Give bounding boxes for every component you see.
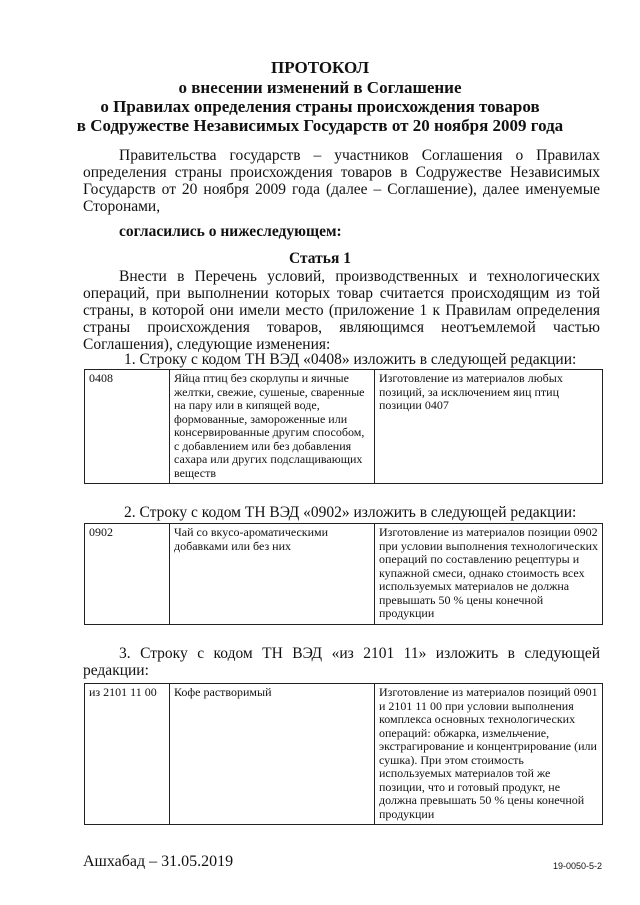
place-and-date: Ашхабад – 31.05.2019 [83,853,234,870]
product-description-cell: Чай со вкусо-ароматическими добавками или без них [170,524,375,625]
product-description-cell: Кофе растворимый [170,684,375,825]
amendment-item-2: 2. Строку с кодом ТН ВЭД «0902» изложить в следующей редакции: [124,504,577,521]
hs-code-cell: из 2101 11 00 [85,684,170,825]
origin-condition-cell: Изготовление из материалов позиций 0901 и 2101 11 00 при условии выполнения комплекса основных технологических операций: обжарка, измельчение, экстрагирование и концентрирование (или сушка). При этом стоимость используемых материалов той же позиции, что и готовый продукт, не должна превышать 50 % цены конечной продукции [375,684,603,825]
agreement-phrase: согласились о нижеследующем: [119,223,342,240]
table-row [85,684,603,825]
hs-code-cell: 0902 [85,524,170,625]
amendment-table-3 [84,683,603,825]
table-row [85,370,603,484]
amendment-item-3: 3. Строку с кодом ТН ВЭД «из 2101 11» изложить в следующей редакции: [83,645,600,679]
article-paragraph: Внести в Перечень условий, производственных и технологических операций, при выполнении которых товар считается происходящим из той страны, в которой они имели место (приложение 1 к Правилам определения страны происхождения товаров, являющимся неотъемлемой частью Соглашения), следующие изменения: [83,268,600,353]
intro-paragraph: Правительства государств – участников Соглашения о Правилах определения страны происхождения товаров в Содружестве Независимых Государств от 20 ноября 2009 года (далее – Соглашение), далее именуемые Сторонами, [83,147,600,215]
amendment-item-1: 1. Строку с кодом ТН ВЭД «0408» изложить в следующей редакции: [124,351,577,368]
amendment-table-2 [84,523,603,625]
document-subtitle-line-3: в Содружестве Независимых Государств от 20 ноября 2009 года [76,116,564,135]
table-row [85,524,603,625]
hs-code-cell: 0408 [85,370,170,484]
origin-condition-cell: Изготовление из материалов любых позиций, за исключением яиц птиц позиции 0407 [375,370,603,484]
document-title: ПРОТОКОЛ [270,58,369,77]
amendment-table-1 [84,369,603,484]
document-subtitle-line-2: о Правилах определения страны происхождения товаров [100,97,540,116]
product-description-cell: Яйца птиц без скорлупы и яичные желтки, свежие, сушеные, сваренные на пару или в кипящей воде, формованные, замороженные или консервированные другим способом, с добавлением или без добавления сахара или других подслащивающих веществ [170,370,375,484]
document-number: 19-0050-5-2 [553,861,603,871]
article-heading: Статья 1 [289,250,351,267]
document-subtitle-line-1: о внесении изменений в Соглашение [178,78,462,97]
origin-condition-cell: Изготовление из материалов позиции 0902 при условии выполнения технологических операций по составлению рецептуры и купажной смеси, однако стоимость всех используемых материалов не должна превышать 50 % цены конечной продукции [375,524,603,625]
